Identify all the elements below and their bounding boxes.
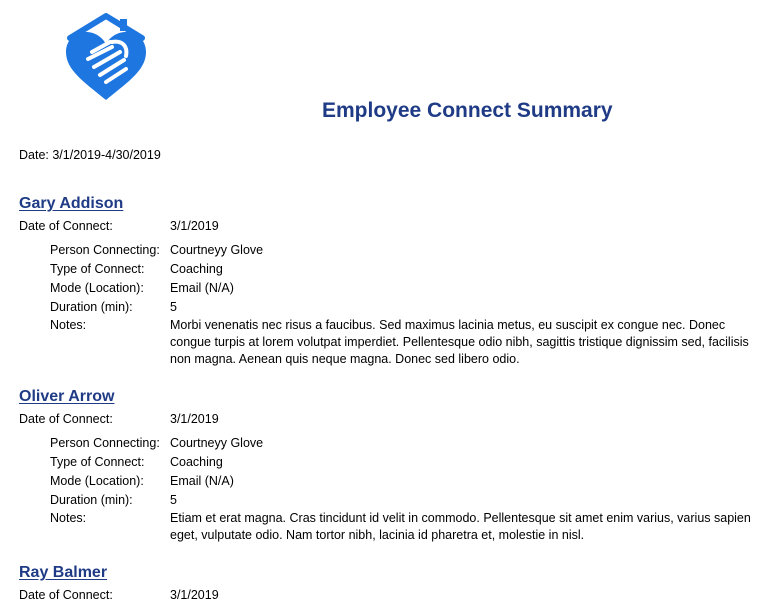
- report-date-range: Date: 3/1/2019-4/30/2019: [19, 148, 161, 162]
- employee-section: [19, 386, 759, 544]
- type-of-connect-label: Type of Connect:: [50, 455, 145, 469]
- notes-value: Morbi venenatis nec risus a faucibus. Sed maximus lacinia metus, eu suscipit ex congue nec. Donec congue turpis at lorem volutpat imperdiet. Pellentesque odio nibh, sagittis tristique dignissim sed, facilisis non magna. Aenean quis neque magna. Donec sed libero odio.: [170, 318, 749, 366]
- mode-location-label: Mode (Location):: [50, 281, 144, 295]
- duration-label: Duration (min):: [50, 493, 133, 507]
- employee-name-link[interactable]: Ray Balmer: [19, 564, 108, 581]
- notes-label: Notes:: [50, 318, 87, 332]
- date-of-connect-row: [19, 217, 759, 236]
- person-connecting-value: Courtneyy Glove: [170, 243, 264, 257]
- duration-label: Duration (min):: [50, 300, 133, 314]
- notes-label: Notes:: [50, 511, 87, 525]
- type-of-connect-row: [19, 260, 759, 279]
- person-connecting-label: Person Connecting:: [50, 436, 160, 450]
- date-of-connect-value: 3/1/2019: [170, 588, 219, 602]
- mode-location-row: [19, 279, 759, 298]
- mode-location-value: Email (N/A): [170, 281, 234, 295]
- date-of-connect-row: [19, 586, 759, 605]
- mode-location-label: Mode (Location):: [50, 474, 144, 488]
- duration-row: [19, 491, 759, 510]
- person-connecting-value: Courtneyy Glove: [170, 436, 264, 450]
- duration-value: 5: [170, 493, 177, 507]
- employee-section: [19, 193, 759, 368]
- date-of-connect-label: Date of Connect:: [19, 219, 113, 233]
- type-of-connect-value: Coaching: [170, 262, 223, 276]
- date-of-connect-label: Date of Connect:: [19, 588, 113, 602]
- notes-value: Etiam et erat magna. Cras tincidunt id velit in commodo. Pellentesque sit amet enim varius, varius sapien eget, vulputate odio. Nam tortor nibh, lacinia id pharetra et, molestie in nisl.: [170, 511, 751, 542]
- employee-section: [19, 562, 759, 610]
- date-of-connect-row: [19, 410, 759, 429]
- employee-name-link[interactable]: Gary Addison: [19, 195, 124, 212]
- type-of-connect-label: Type of Connect:: [50, 262, 145, 276]
- employee-name-link[interactable]: Oliver Arrow: [19, 388, 115, 405]
- type-of-connect-row: [19, 453, 759, 472]
- company-logo-icon: [64, 12, 148, 102]
- duration-row: [19, 298, 759, 317]
- date-of-connect-value: 3/1/2019: [170, 412, 219, 426]
- mode-location-row: [19, 472, 759, 491]
- notes-row: [19, 510, 759, 544]
- person-connecting-row: [19, 434, 759, 453]
- date-of-connect-value: 3/1/2019: [170, 219, 219, 233]
- notes-row: [19, 317, 759, 368]
- duration-value: 5: [170, 300, 177, 314]
- report-title: Employee Connect Summary: [322, 99, 613, 122]
- date-of-connect-label: Date of Connect:: [19, 412, 113, 426]
- mode-location-value: Email (N/A): [170, 474, 234, 488]
- person-connecting-label: Person Connecting:: [50, 243, 160, 257]
- person-connecting-row: [19, 241, 759, 260]
- type-of-connect-value: Coaching: [170, 455, 223, 469]
